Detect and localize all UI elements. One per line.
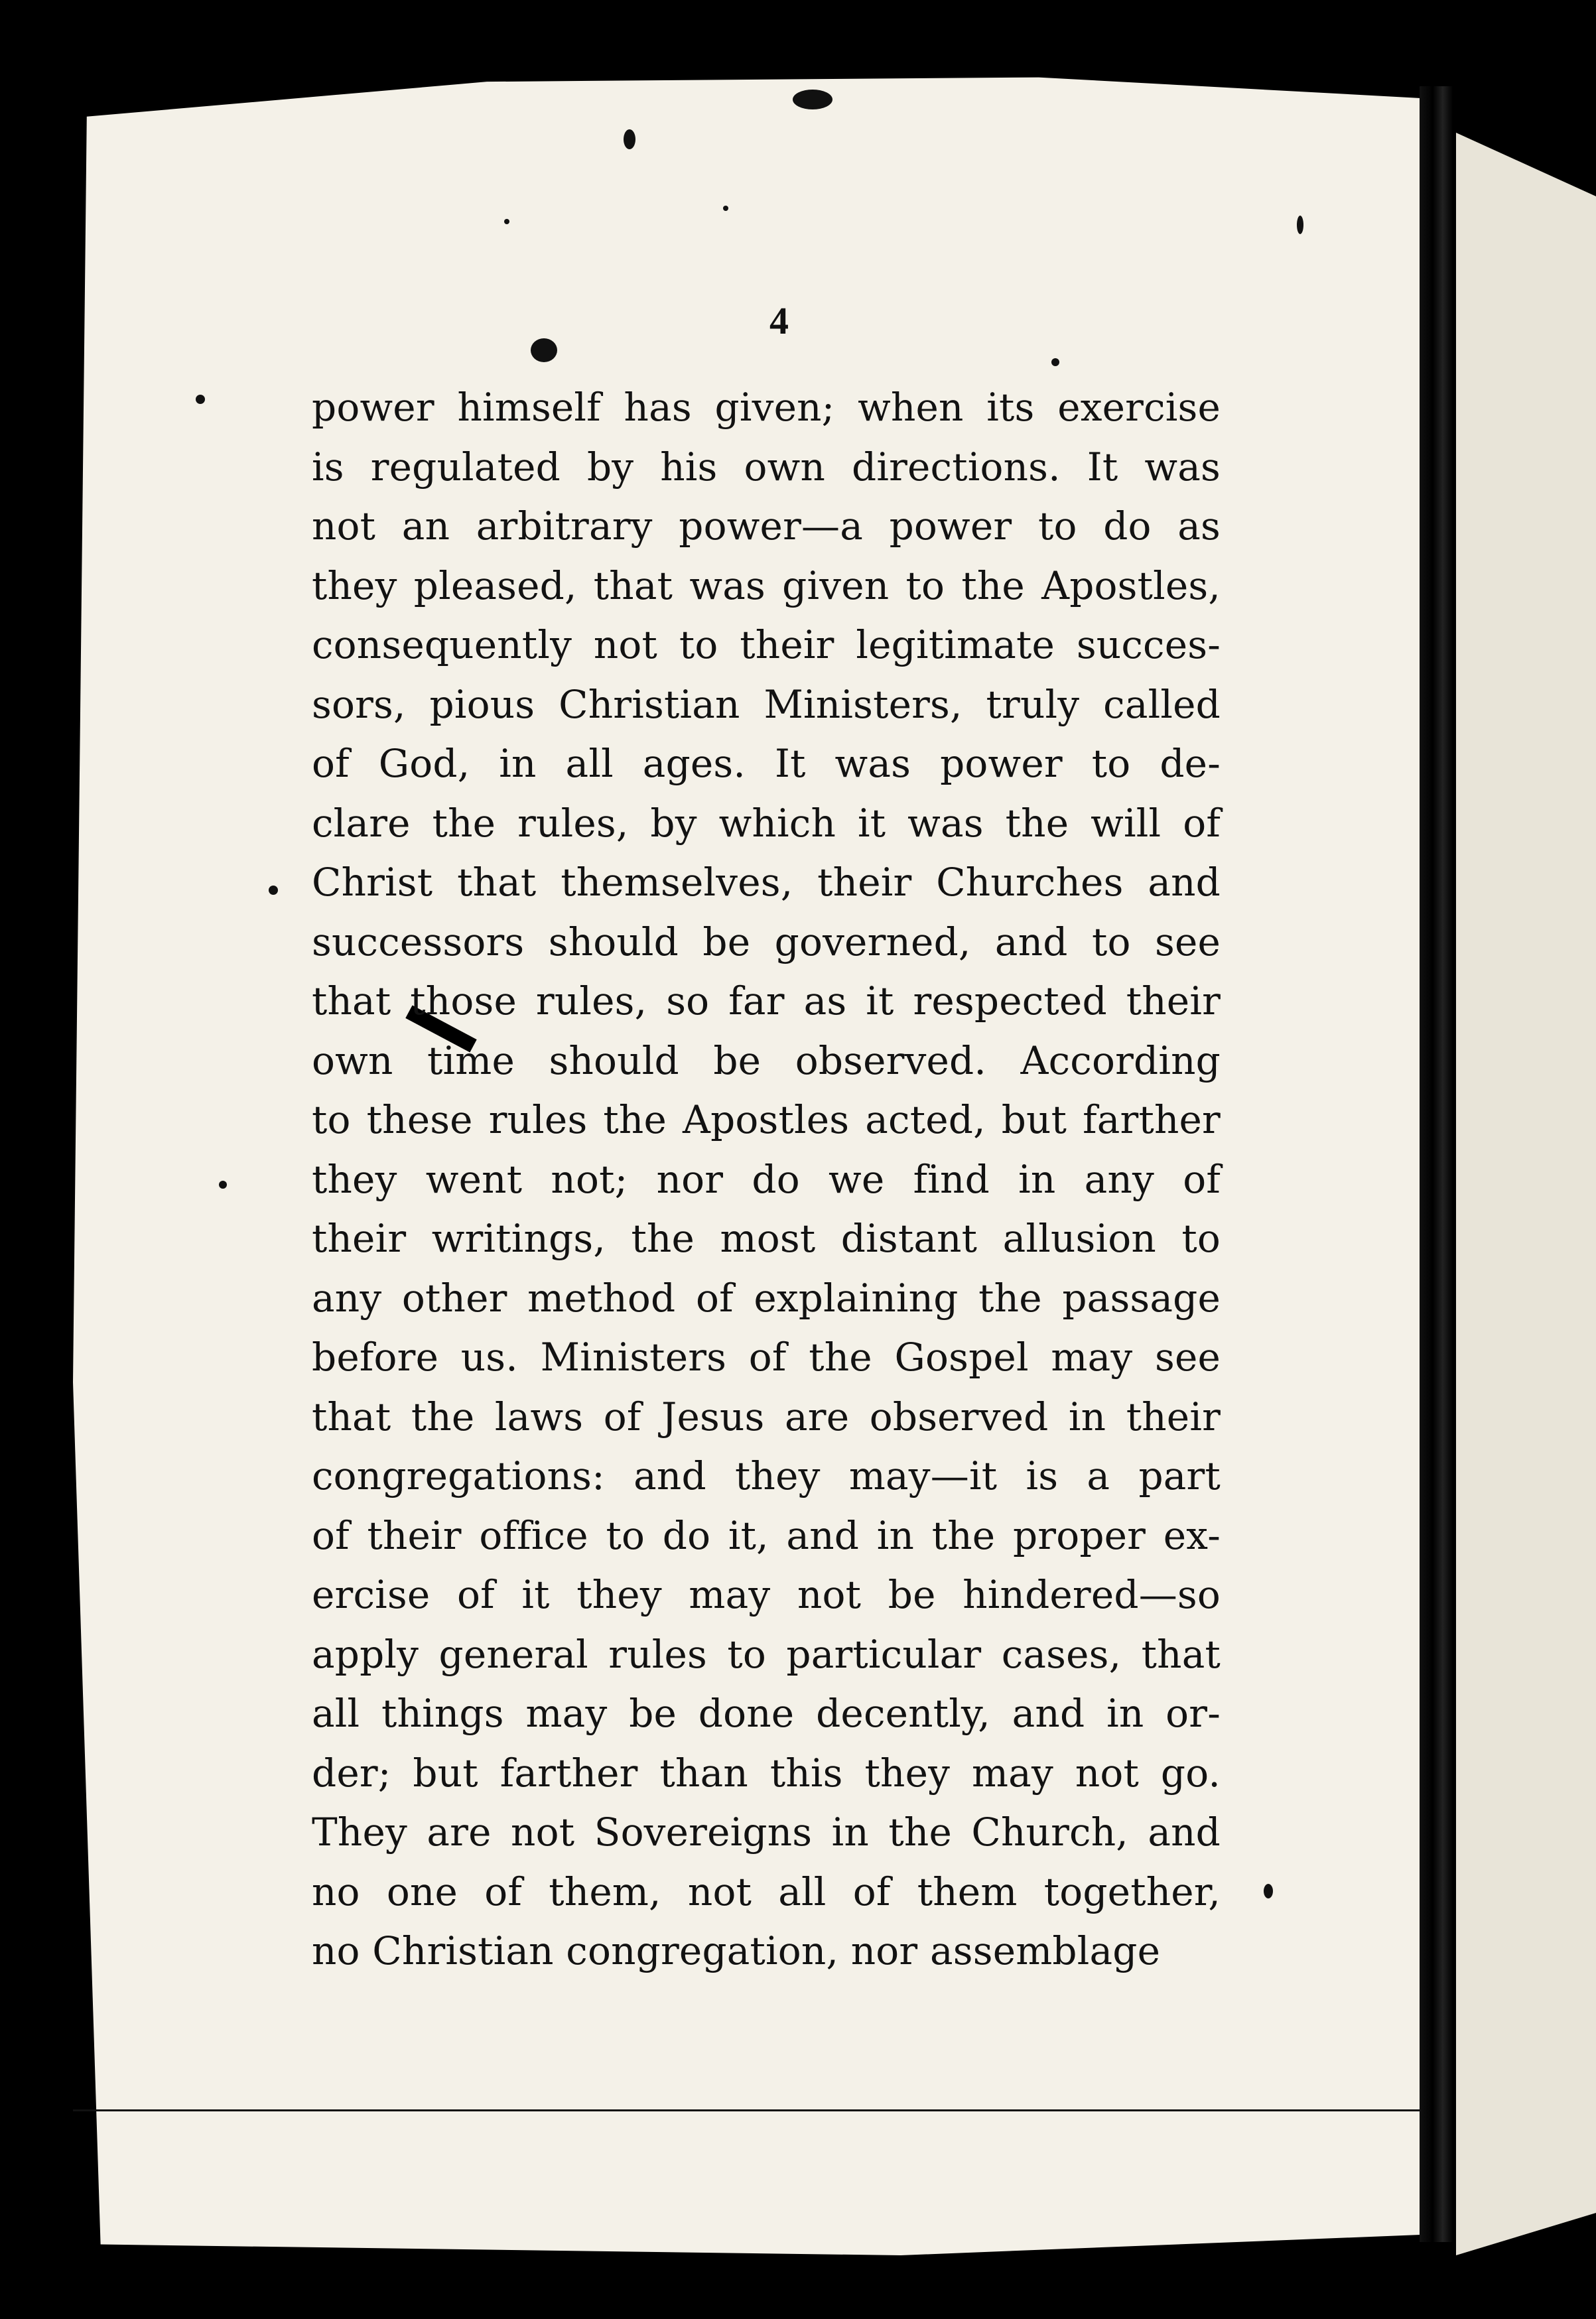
text-line: Christ that themselves, their Churches and xyxy=(312,860,1221,905)
ink-speck xyxy=(504,219,509,224)
text-line: that those rules, so far as it respected their xyxy=(312,978,1221,1024)
ink-speck xyxy=(1051,358,1059,366)
text-line: power himself has given; when its exercise xyxy=(312,385,1221,430)
text-line: congregations: and they may—it is a part xyxy=(312,1453,1221,1498)
text-line: they pleased, that was given to the Apostles, xyxy=(312,563,1221,608)
ink-speck xyxy=(1264,1884,1273,1898)
text-line: to these rules the Apostles acted, but farther xyxy=(312,1097,1221,1142)
text-line: own time should be observed. According xyxy=(312,1037,1221,1083)
ink-speck xyxy=(1297,216,1303,234)
text-line: all things may be done decently, and in or- xyxy=(312,1691,1221,1736)
text-line: no one of them, not all of them together, xyxy=(312,1869,1221,1914)
text-line: of their office to do it, and in the proper ex- xyxy=(312,1512,1221,1558)
text-line: successors should be governed, and to see xyxy=(312,919,1221,964)
ink-speck xyxy=(793,90,832,109)
ink-speck xyxy=(196,395,205,404)
text-line: not an arbitrary power—a power to do as xyxy=(312,503,1221,549)
book-gutter xyxy=(1420,86,1453,2242)
page-number: 4 xyxy=(769,299,789,342)
text-line: any other method of explaining the passage xyxy=(312,1275,1221,1321)
text-line: they went not; nor do we find in any of xyxy=(312,1156,1221,1202)
text-line: no Christian congregation, nor assemblage xyxy=(312,1928,1161,1973)
text-line: that the laws of Jesus are observed in their xyxy=(312,1394,1221,1439)
text-line: before us. Ministers of the Gospel may see xyxy=(312,1335,1221,1380)
ink-speck xyxy=(531,338,557,362)
text-line: der; but farther than this they may not go. xyxy=(312,1750,1221,1796)
text-line: They are not Sovereigns in the Church, and xyxy=(312,1810,1221,1855)
ink-speck xyxy=(624,129,635,149)
text-line: sors, pious Christian Ministers, truly called xyxy=(312,681,1221,727)
text-line: consequently not to their legitimate succes- xyxy=(312,622,1221,667)
page-bottom-rule xyxy=(73,2109,1420,2111)
ink-speck xyxy=(219,1181,227,1189)
text-line: is regulated by his own directions. It was xyxy=(312,444,1221,490)
text-line: their writings, the most distant allusion to xyxy=(312,1216,1221,1261)
text-line: clare the rules, by which it was the will of xyxy=(312,800,1221,846)
ink-speck xyxy=(723,206,728,211)
text-line: of God, in all ages. It was power to de- xyxy=(312,741,1221,786)
text-line: ercise of it they may not be hindered—so xyxy=(312,1572,1221,1617)
ink-speck xyxy=(269,886,278,895)
facing-page-edge xyxy=(1456,133,1596,2255)
text-line: apply general rules to particular cases, that xyxy=(312,1631,1221,1677)
body-text xyxy=(312,378,1221,1981)
